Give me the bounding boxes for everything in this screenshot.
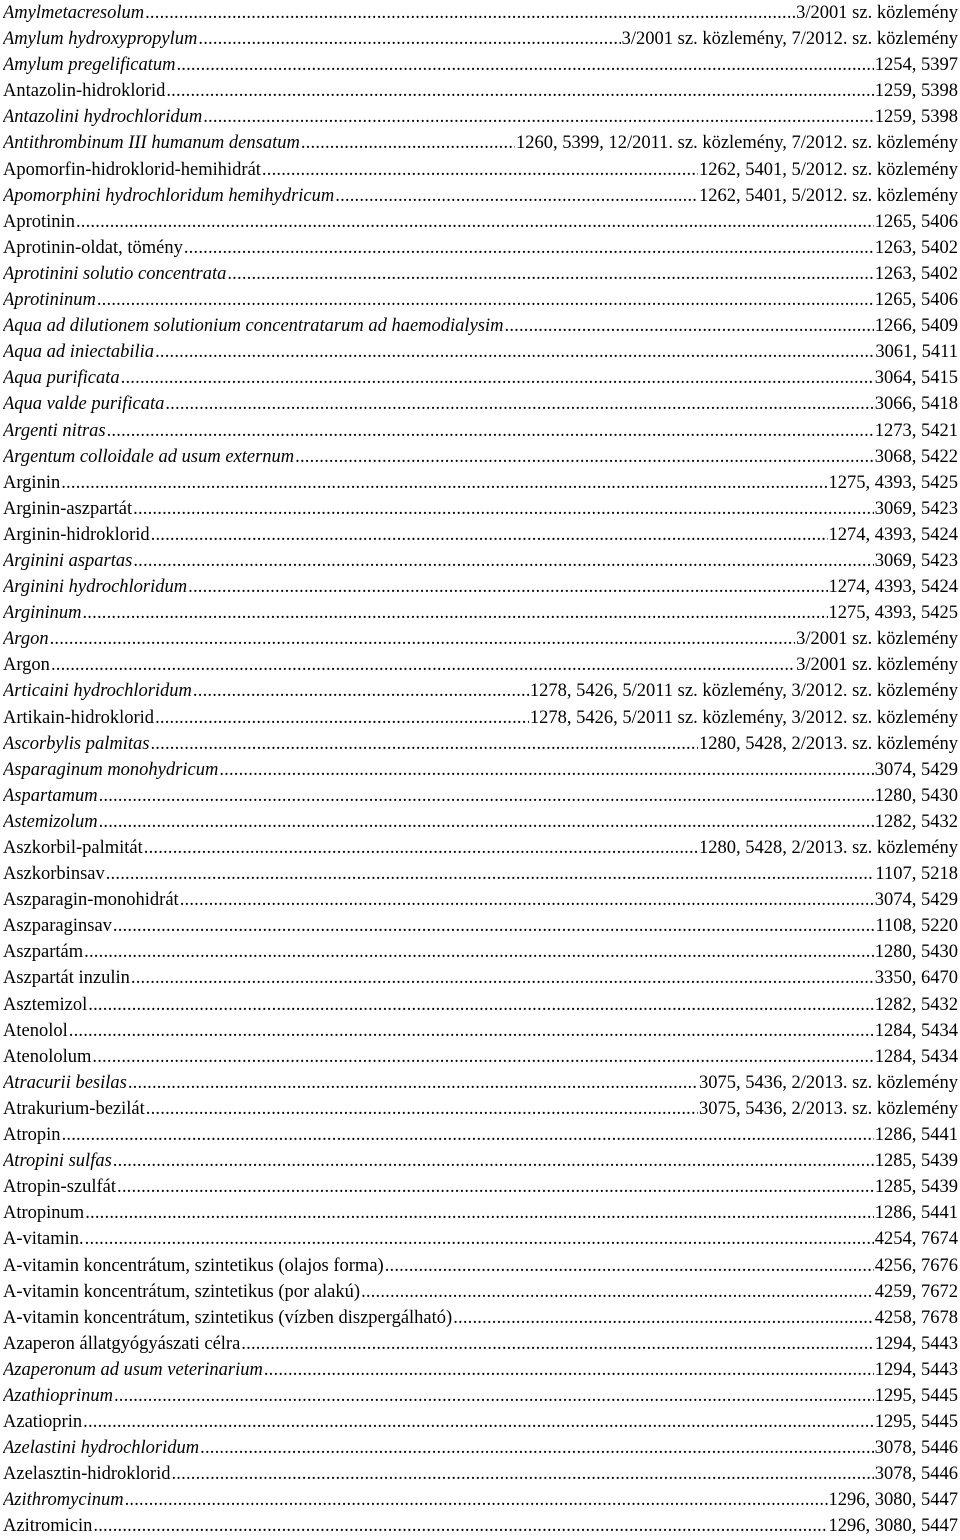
index-reference: 3064, 5415 bbox=[874, 368, 958, 389]
index-reference: 1296, 3080, 5447 bbox=[828, 1490, 958, 1511]
index-entry bbox=[3, 496, 958, 522]
index-entry bbox=[3, 548, 958, 574]
index-entry bbox=[3, 887, 958, 913]
index-term: Aprotinin bbox=[3, 211, 75, 232]
index-term: Arginin-aszpartát bbox=[3, 498, 133, 519]
index-entry bbox=[3, 261, 958, 287]
index-reference: 1295, 5445 bbox=[874, 1412, 958, 1433]
index-reference: 1285, 5439 bbox=[874, 1177, 958, 1198]
dot-leader bbox=[188, 574, 827, 600]
index-reference: 1278, 5426, 5/2011 sz. közlemény, 3/2012. sz. közlemény bbox=[529, 707, 958, 728]
dot-leader bbox=[361, 1279, 874, 1305]
index-reference: 1280, 5428, 2/2013. sz. közlemény bbox=[699, 838, 958, 858]
index-term: Azaperon állatgyógyászati célra bbox=[3, 1333, 241, 1354]
index-entry bbox=[3, 757, 958, 783]
index-entry bbox=[3, 1331, 958, 1357]
index-reference: 3350, 6470 bbox=[874, 968, 958, 989]
index-term: Aqua valde purificata bbox=[3, 394, 165, 415]
dot-leader bbox=[69, 1018, 874, 1044]
index-entry bbox=[3, 444, 958, 470]
index-entry bbox=[3, 1070, 958, 1096]
index-entry bbox=[3, 470, 958, 496]
dot-leader bbox=[385, 1253, 874, 1279]
index-term: Argenti nitras bbox=[3, 420, 106, 441]
dot-leader bbox=[203, 104, 874, 130]
index-entry bbox=[3, 1305, 958, 1331]
dot-leader bbox=[125, 1487, 828, 1513]
index-term: Artikain-hidroklorid bbox=[3, 707, 155, 728]
index-entry bbox=[3, 939, 958, 965]
index-reference: 1260, 5399, 12/2011. sz. közlemény, 7/2012. sz. közlemény bbox=[515, 133, 958, 154]
index-entry bbox=[3, 1226, 958, 1252]
index-reference: 3/2001 sz. közlemény, 7/2012. sz. közlemény bbox=[621, 29, 958, 50]
index-term: Argininum bbox=[3, 603, 82, 624]
index-reference: 3/2001 sz. közlemény bbox=[796, 3, 958, 23]
index-entry bbox=[3, 705, 958, 731]
index-entry bbox=[3, 574, 958, 600]
index-reference: 3069, 5423 bbox=[874, 498, 958, 519]
index-term: Azelasztin-hidroklorid bbox=[3, 1464, 171, 1485]
index-reference: 3074, 5429 bbox=[874, 759, 958, 780]
index-term: Articaini hydrochloridum bbox=[3, 681, 192, 702]
index-term: Arginin-hidroklorid bbox=[3, 524, 150, 545]
dot-leader bbox=[93, 1513, 827, 1539]
dot-leader bbox=[99, 783, 874, 809]
index-reference: 1259, 5398 bbox=[874, 81, 958, 102]
index-term: Aprotinin-oldat, tömény bbox=[3, 237, 183, 258]
index-reference: 4254, 7674 bbox=[874, 1229, 958, 1250]
dot-leader bbox=[99, 809, 874, 835]
dot-leader bbox=[144, 835, 698, 861]
index-entry bbox=[3, 1487, 958, 1513]
dot-leader bbox=[97, 287, 874, 313]
index-term: Astemizolum bbox=[3, 811, 98, 832]
index-entry bbox=[3, 809, 958, 835]
index-reference: 1284, 5434 bbox=[874, 1046, 958, 1067]
index-entry bbox=[3, 1096, 958, 1122]
index-reference: 1275, 4393, 5425 bbox=[828, 603, 958, 624]
dot-leader bbox=[150, 731, 698, 757]
index-entry bbox=[3, 418, 958, 444]
index-entry bbox=[3, 1513, 958, 1539]
index-entry bbox=[3, 835, 958, 861]
index-term: Antazolini hydrochloridum bbox=[3, 107, 203, 128]
index-term: Azathioprinum bbox=[3, 1385, 113, 1406]
index-reference: 1280, 5430 bbox=[874, 785, 958, 806]
index-term: Atenololum bbox=[3, 1046, 92, 1067]
index-reference: 1286, 5441 bbox=[874, 1125, 958, 1146]
index-term: Aszpartát inzulin bbox=[3, 968, 130, 989]
index-reference: 3066, 5418 bbox=[874, 394, 958, 415]
index-entry bbox=[3, 678, 958, 704]
dot-leader bbox=[92, 1044, 873, 1070]
index-term: Arginin bbox=[3, 472, 61, 493]
dot-leader bbox=[176, 52, 873, 78]
index-reference: 3061, 5411 bbox=[875, 342, 958, 363]
index-reference: 1273, 5421 bbox=[874, 420, 958, 441]
index-term: Azaperonum ad usum veterinarium bbox=[3, 1359, 263, 1380]
index-entry bbox=[3, 1279, 958, 1305]
index-term: Aszkorbinsav bbox=[3, 864, 105, 885]
dot-leader bbox=[62, 1122, 874, 1148]
dot-leader bbox=[165, 391, 873, 417]
index-term: Aprotinini solutio concentrata bbox=[3, 263, 227, 284]
index-entry bbox=[3, 992, 958, 1018]
index-term: A-vitamin. bbox=[3, 1229, 84, 1250]
index-reference: 1263, 5402 bbox=[874, 237, 958, 258]
index-reference: 3078, 5446 bbox=[874, 1464, 958, 1485]
dot-leader bbox=[505, 313, 874, 339]
index-reference: 1294, 5443 bbox=[874, 1359, 958, 1380]
index-term: Antazolin-hidroklorid bbox=[3, 81, 166, 102]
index-entry bbox=[3, 391, 958, 417]
index-reference: 1274, 4393, 5424 bbox=[828, 524, 958, 545]
index-list bbox=[3, 0, 958, 1540]
index-reference: 1262, 5401, 5/2012. sz. közlemény bbox=[699, 185, 958, 206]
index-term: Aprotininum bbox=[3, 290, 96, 311]
index-entry bbox=[3, 1018, 958, 1044]
index-entry bbox=[3, 365, 958, 391]
index-term: Antithrombinum III humanum densatum bbox=[3, 133, 300, 154]
dot-leader bbox=[61, 470, 827, 496]
index-term: Apomorphini hydrochloridum hemihydricum bbox=[3, 185, 335, 206]
index-term: Apomorfin-hidroklorid-hemihidrát bbox=[3, 159, 261, 180]
index-entry bbox=[3, 522, 958, 548]
index-entry bbox=[3, 731, 958, 757]
index-reference: 1284, 5434 bbox=[874, 1020, 958, 1041]
dot-leader bbox=[84, 939, 874, 965]
dot-leader bbox=[83, 1409, 874, 1435]
index-reference: 1263, 5402 bbox=[874, 263, 958, 284]
dot-leader bbox=[262, 157, 698, 183]
index-entry bbox=[3, 626, 958, 652]
index-entry bbox=[3, 652, 958, 678]
index-reference: 4259, 7672 bbox=[874, 1281, 958, 1302]
dot-leader bbox=[50, 626, 796, 652]
dot-leader bbox=[117, 1174, 874, 1200]
index-reference: 4256, 7676 bbox=[874, 1255, 958, 1276]
index-entry bbox=[3, 130, 958, 156]
index-reference: 1108, 5220 bbox=[875, 916, 958, 937]
dot-leader bbox=[166, 78, 873, 104]
index-entry bbox=[3, 1253, 958, 1279]
index-reference: 1294, 5443 bbox=[874, 1333, 958, 1354]
dot-leader bbox=[227, 261, 873, 287]
dot-leader bbox=[114, 1383, 874, 1409]
index-entry bbox=[3, 1122, 958, 1148]
dot-leader bbox=[133, 496, 874, 522]
index-entry bbox=[3, 209, 958, 235]
index-reference: 1280, 5428, 2/2013. sz. közlemény bbox=[699, 733, 958, 754]
index-entry bbox=[3, 1200, 958, 1226]
dot-leader bbox=[85, 1226, 874, 1252]
index-term: Aszkorbil-palmitát bbox=[3, 838, 143, 858]
index-entry bbox=[3, 183, 958, 209]
index-term: Argon bbox=[3, 655, 50, 676]
index-entry bbox=[3, 861, 958, 887]
dot-leader bbox=[219, 757, 873, 783]
index-entry bbox=[3, 0, 958, 26]
index-term: Atrakurium-bezilát bbox=[3, 1098, 145, 1119]
index-term: Aqua ad iniectabilia bbox=[3, 342, 155, 363]
dot-leader bbox=[128, 1070, 698, 1096]
index-term: A-vitamin koncentrátum, szintetikus (vízben diszpergálható) bbox=[3, 1307, 453, 1328]
index-entry bbox=[3, 104, 958, 130]
dot-leader bbox=[76, 209, 874, 235]
index-reference: 1295, 5445 bbox=[874, 1385, 958, 1406]
index-entry bbox=[3, 313, 958, 339]
dot-leader bbox=[200, 1435, 874, 1461]
dot-leader bbox=[121, 365, 874, 391]
index-reference: 1280, 5430 bbox=[874, 942, 958, 963]
index-term: Azelastini hydrochloridum bbox=[3, 1438, 200, 1459]
index-term: A-vitamin koncentrátum, szintetikus (olajos forma) bbox=[3, 1255, 384, 1276]
index-entry bbox=[3, 1435, 958, 1461]
dot-leader bbox=[113, 1148, 874, 1174]
dot-leader bbox=[106, 861, 875, 887]
index-reference: 1282, 5432 bbox=[874, 994, 958, 1015]
index-reference: 1254, 5397 bbox=[874, 55, 958, 76]
index-entry bbox=[3, 913, 958, 939]
index-term: Aspartamum bbox=[3, 785, 98, 806]
index-term: Amylmetacresolum bbox=[3, 3, 145, 23]
index-term: Atracurii besilas bbox=[3, 1072, 127, 1093]
dot-leader bbox=[145, 0, 795, 26]
index-reference: 1266, 5409 bbox=[874, 316, 958, 337]
index-term: Argentum colloidale ad usum externum bbox=[3, 446, 295, 467]
index-reference: 1265, 5406 bbox=[874, 211, 958, 232]
index-term: Aqua purificata bbox=[3, 368, 120, 389]
index-term: A-vitamin koncentrátum, szintetikus (por alakú) bbox=[3, 1281, 361, 1302]
index-term: Amylum hydroxypropylum bbox=[3, 29, 198, 50]
index-term: Asparaginum monohydricum bbox=[3, 759, 219, 780]
index-reference: 1262, 5401, 5/2012. sz. közlemény bbox=[699, 159, 958, 180]
index-reference: 3074, 5429 bbox=[874, 890, 958, 911]
dot-leader bbox=[184, 235, 874, 261]
index-reference: 1107, 5218 bbox=[875, 864, 958, 885]
index-entry bbox=[3, 157, 958, 183]
index-term: Aszparaginsav bbox=[3, 916, 112, 937]
dot-leader bbox=[155, 705, 529, 731]
index-entry bbox=[3, 1357, 958, 1383]
dot-leader bbox=[193, 678, 529, 704]
index-term: Atropin bbox=[3, 1125, 61, 1146]
index-term: Aszparagin-monohidrát bbox=[3, 890, 179, 911]
dot-leader bbox=[301, 130, 515, 156]
index-term: Arginini hydrochloridum bbox=[3, 577, 188, 598]
dot-leader bbox=[264, 1357, 874, 1383]
index-term: Ascorbylis palmitas bbox=[3, 733, 150, 754]
index-entry bbox=[3, 965, 958, 991]
dot-leader bbox=[51, 652, 795, 678]
dot-leader bbox=[88, 992, 873, 1018]
index-term: Arginini aspartas bbox=[3, 550, 133, 571]
index-reference: 1275, 4393, 5425 bbox=[828, 472, 958, 493]
index-entry bbox=[3, 1383, 958, 1409]
index-term: Aszpartám bbox=[3, 942, 84, 963]
dot-leader bbox=[133, 548, 873, 574]
dot-leader bbox=[180, 887, 874, 913]
index-reference: 3/2001 sz. közlemény bbox=[796, 629, 958, 650]
index-reference: 1286, 5441 bbox=[874, 1203, 958, 1224]
index-term: Amylum pregelificatum bbox=[3, 55, 176, 76]
index-reference: 1259, 5398 bbox=[874, 107, 958, 128]
dot-leader bbox=[198, 26, 620, 52]
index-entry bbox=[3, 1174, 958, 1200]
index-reference: 1265, 5406 bbox=[874, 290, 958, 311]
index-entry bbox=[3, 783, 958, 809]
index-reference: 3078, 5446 bbox=[874, 1438, 958, 1459]
dot-leader bbox=[107, 418, 874, 444]
dot-leader bbox=[335, 183, 698, 209]
index-reference: 1285, 5439 bbox=[874, 1151, 958, 1172]
dot-leader bbox=[171, 1461, 873, 1487]
index-term: Atropini sulfas bbox=[3, 1151, 112, 1172]
index-reference: 4258, 7678 bbox=[874, 1307, 958, 1328]
index-reference: 3068, 5422 bbox=[874, 446, 958, 467]
dot-leader bbox=[453, 1305, 874, 1331]
index-entry bbox=[3, 1044, 958, 1070]
dot-leader bbox=[241, 1331, 873, 1357]
index-term: Asztemizol bbox=[3, 994, 88, 1015]
index-entry bbox=[3, 1461, 958, 1487]
index-reference: 3069, 5423 bbox=[874, 550, 958, 571]
dot-leader bbox=[82, 600, 827, 626]
index-entry bbox=[3, 339, 958, 365]
index-term: Atropinum bbox=[3, 1203, 85, 1224]
index-reference: 3075, 5436, 2/2013. sz. közlemény bbox=[699, 1072, 958, 1093]
dot-leader bbox=[85, 1200, 874, 1226]
dot-leader bbox=[146, 1096, 698, 1122]
index-entry bbox=[3, 235, 958, 261]
index-term: Azithromycinum bbox=[3, 1490, 124, 1511]
index-entry bbox=[3, 78, 958, 104]
index-reference: 1278, 5426, 5/2011 sz. közlemény, 3/2012. sz. közlemény bbox=[529, 681, 958, 702]
index-reference: 1274, 4393, 5424 bbox=[828, 577, 958, 598]
index-term: Aqua ad dilutionem solutionium concentratarum ad haemodialysim bbox=[3, 316, 504, 337]
index-entry bbox=[3, 600, 958, 626]
index-term: Azitromicin bbox=[3, 1516, 93, 1537]
index-term: Atropin-szulfát bbox=[3, 1177, 117, 1198]
dot-leader bbox=[113, 913, 875, 939]
index-reference: 3075, 5436, 2/2013. sz. közlemény bbox=[699, 1098, 958, 1119]
index-entry bbox=[3, 1148, 958, 1174]
index-reference: 1282, 5432 bbox=[874, 811, 958, 832]
dot-leader bbox=[155, 339, 874, 365]
index-entry bbox=[3, 52, 958, 78]
dot-leader bbox=[131, 965, 874, 991]
dot-leader bbox=[151, 522, 828, 548]
index-term: Atenolol bbox=[3, 1020, 68, 1041]
index-term: Argon bbox=[3, 629, 49, 650]
index-entry bbox=[3, 1409, 958, 1435]
index-entry bbox=[3, 287, 958, 313]
index-reference: 1296, 3080, 5447 bbox=[828, 1516, 958, 1537]
index-reference: 3/2001 sz. közlemény bbox=[796, 655, 958, 676]
dot-leader bbox=[295, 444, 874, 470]
index-term: Azatioprin bbox=[3, 1412, 83, 1433]
index-entry bbox=[3, 26, 958, 52]
